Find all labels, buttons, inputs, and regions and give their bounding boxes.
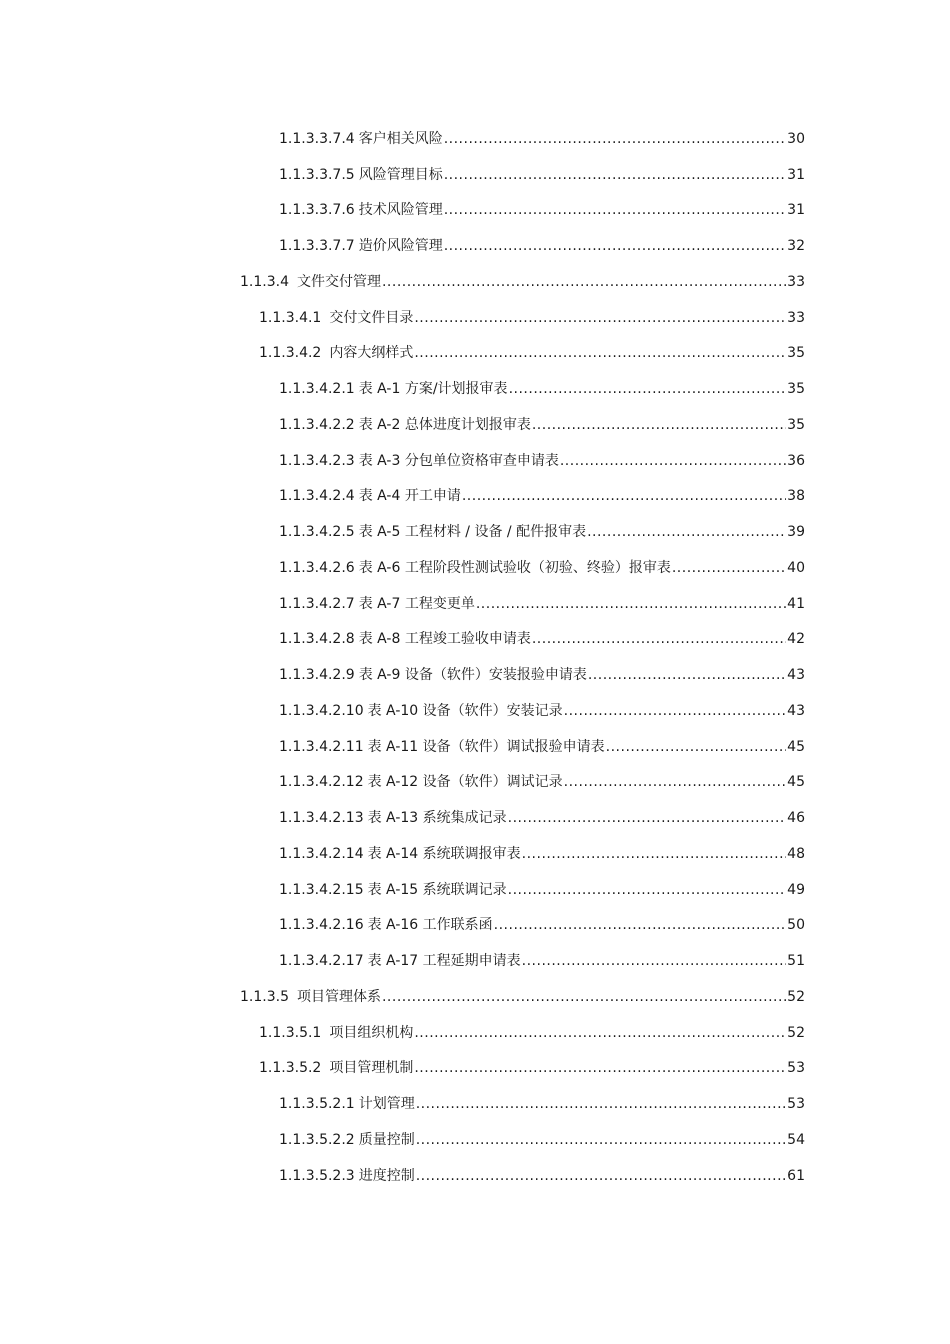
toc-entry-number: 1.1.3.5.2.1 (279, 1096, 355, 1113)
toc-entry-number: 1.1.3.4.2.8 (279, 631, 355, 648)
toc-entry-title: 表 A-3 分包单位资格审查申请表 (358, 452, 559, 469)
toc-entry-number: 1.1.3.4.2.17 (279, 953, 364, 970)
toc-page-number: 45 (787, 774, 805, 791)
toc-dot-leader (564, 702, 787, 720)
toc-page-number: 32 (787, 238, 805, 255)
toc-entry-title: 文件交付管理 (296, 273, 381, 290)
toc-dot-leader (414, 1024, 786, 1042)
toc-entry-number: 1.1.3.5.2.3 (279, 1167, 355, 1184)
toc-page-number: 52 (787, 988, 805, 1005)
toc-dot-leader (508, 809, 787, 827)
toc-dot-leader (444, 201, 786, 219)
toc-dot-leader (606, 738, 787, 756)
toc-entry-number: 1.1.3.4.2.7 (279, 595, 355, 612)
toc-page-number: 46 (787, 810, 805, 827)
toc-entry-title: 技术风险管理 (358, 202, 443, 219)
toc-entry-number: 1.1.3.4.2 (259, 345, 322, 362)
toc-entry-title: 表 A-7 工程变更单 (358, 595, 475, 612)
toc-entry-number: 1.1.3.4.2.5 (279, 524, 355, 541)
toc-dot-leader (522, 952, 787, 970)
toc-entry[interactable] (0, 1122, 950, 1158)
toc-entry[interactable] (0, 800, 950, 836)
toc-entry-number: 1.1.3.3.7.5 (279, 166, 355, 183)
toc-entry-title: 表 A-11 设备（软件）调试报验申请表 (367, 738, 605, 755)
toc-entry[interactable] (0, 1015, 950, 1051)
toc-entry-number: 1.1.3.4.2.15 (279, 881, 364, 898)
toc-entry-number: 1.1.3.4.2.16 (279, 917, 364, 934)
toc-entry-number: 1.1.3.4.2.13 (279, 810, 364, 827)
toc-dot-leader (416, 1167, 786, 1185)
toc-dot-leader (444, 130, 786, 148)
toc-entry-title: 表 A-14 系统联调报审表 (367, 845, 521, 862)
toc-entry-number: 1.1.3.3.7.7 (279, 238, 355, 255)
toc-entry-number: 1.1.3.4.2.12 (279, 774, 364, 791)
toc-entry-title: 表 A-12 设备（软件）调试记录 (367, 774, 563, 791)
toc-entry-title: 表 A-2 总体进度计划报审表 (358, 416, 531, 433)
toc-page-number: 39 (787, 524, 805, 541)
toc-entry-title: 表 A-5 工程材料 / 设备 / 配件报审表 (358, 524, 587, 541)
toc-page-number: 43 (787, 702, 805, 719)
toc-entry-number: 1.1.3.5.2.2 (279, 1131, 355, 1148)
toc-page-number: 61 (787, 1167, 805, 1184)
toc-page-number: 41 (787, 595, 805, 612)
toc-entry-title: 表 A-13 系统集成记录 (367, 810, 507, 827)
toc-page-number: 31 (787, 202, 805, 219)
toc-page-number: 31 (787, 166, 805, 183)
toc-page-number: 35 (787, 416, 805, 433)
toc-dot-leader (414, 344, 786, 362)
toc-entry-title: 风险管理目标 (358, 166, 443, 183)
toc-entry-number: 1.1.3.3.7.4 (279, 130, 355, 147)
toc-entry[interactable] (0, 943, 950, 979)
toc-page-number: 36 (787, 452, 805, 469)
toc-entry-title: 表 A-1 方案/计划报审表 (358, 381, 508, 398)
toc-page-number: 54 (787, 1131, 805, 1148)
toc-entry[interactable] (0, 228, 950, 264)
toc-dot-leader (672, 559, 786, 577)
toc-entry[interactable] (0, 622, 950, 658)
toc-entry-title: 内容大纲样式 (329, 345, 414, 362)
toc-page-number: 45 (787, 738, 805, 755)
toc-dot-leader (532, 416, 786, 434)
toc-page-number: 43 (787, 667, 805, 684)
toc-entry-title: 表 A-15 系统联调记录 (367, 881, 507, 898)
toc-entry-title: 表 A-9 设备（软件）安装报验申请表 (358, 667, 587, 684)
toc-dot-leader (522, 845, 787, 863)
toc-dot-leader (416, 1131, 786, 1149)
toc-dot-leader (508, 881, 787, 899)
toc-dot-leader (416, 1095, 786, 1113)
toc-entry-number: 1.1.3.4.2.4 (279, 488, 355, 505)
toc-page-number: 35 (787, 345, 805, 362)
toc-page-number: 30 (787, 130, 805, 147)
toc-entry[interactable] (0, 121, 950, 157)
toc-entry[interactable] (0, 1158, 950, 1194)
toc-entry-number: 1.1.3.4.2.6 (279, 559, 355, 576)
toc-entry[interactable] (0, 479, 950, 515)
toc-entry-number: 1.1.3.4.2.3 (279, 452, 355, 469)
toc-dot-leader (462, 487, 786, 505)
toc-entry-number: 1.1.3.4.1 (259, 309, 322, 326)
toc-entry-number: 1.1.3.5.2 (259, 1060, 322, 1077)
toc-entry-number: 1.1.3.4.2.1 (279, 381, 355, 398)
toc-entry[interactable] (0, 336, 950, 372)
toc-page-number: 53 (787, 1060, 805, 1077)
toc-page-number: 53 (787, 1096, 805, 1113)
toc-page-number: 50 (787, 917, 805, 934)
toc-entry-title: 进度控制 (358, 1167, 415, 1184)
toc-dot-leader (560, 452, 786, 470)
toc-dot-leader (509, 380, 787, 398)
toc-entry-number: 1.1.3.3.7.6 (279, 202, 355, 219)
toc-entry-title: 造价风险管理 (358, 238, 443, 255)
toc-dot-leader (587, 523, 786, 541)
toc-entry[interactable] (0, 586, 950, 622)
toc-entry[interactable] (0, 693, 950, 729)
toc-entry-title: 项目管理机制 (329, 1060, 414, 1077)
toc-dot-leader (476, 595, 786, 613)
toc-entry-title: 表 A-8 工程竣工验收申请表 (358, 631, 531, 648)
toc-entry-number: 1.1.3.5 (240, 988, 289, 1005)
toc-page-number: 52 (787, 1024, 805, 1041)
toc-dot-leader (444, 237, 786, 255)
toc-entry-number: 1.1.3.4.2.11 (279, 738, 364, 755)
toc-entry-title: 表 A-17 工程延期申请表 (367, 953, 521, 970)
toc-entry[interactable] (0, 550, 950, 586)
toc-page-number: 35 (787, 381, 805, 398)
toc-page-number: 33 (787, 273, 805, 290)
toc-entry-number: 1.1.3.5.1 (259, 1024, 322, 1041)
toc-entry[interactable] (0, 908, 950, 944)
toc-page-number: 40 (787, 559, 805, 576)
toc-dot-leader (588, 666, 786, 684)
toc-entry-title: 质量控制 (358, 1131, 415, 1148)
toc-entry-title: 计划管理 (358, 1096, 415, 1113)
toc-entry-title: 表 A-4 开工申请 (358, 488, 461, 505)
toc-entry[interactable] (0, 1086, 950, 1122)
toc-entry-title: 表 A-10 设备（软件）安装记录 (367, 702, 563, 719)
toc-dot-leader (414, 1059, 786, 1077)
toc-entry[interactable] (0, 872, 950, 908)
toc-dot-leader (382, 273, 786, 291)
toc-page-number: 49 (787, 881, 805, 898)
toc-entry-title: 项目管理体系 (296, 988, 381, 1005)
toc-entry[interactable] (0, 264, 950, 300)
toc-entry[interactable] (0, 193, 950, 229)
toc-dot-leader (532, 630, 786, 648)
toc-page-number: 33 (787, 309, 805, 326)
toc-page-number: 48 (787, 845, 805, 862)
toc-entry-number: 1.1.3.4.2.10 (279, 702, 364, 719)
toc-dot-leader (444, 166, 786, 184)
toc-entry[interactable] (0, 836, 950, 872)
toc-entry[interactable] (0, 729, 950, 765)
toc-entry-number: 1.1.3.4 (240, 273, 289, 290)
toc-entry[interactable] (0, 371, 950, 407)
toc-dot-leader (414, 309, 786, 327)
toc-dot-leader (494, 916, 787, 934)
toc-entry[interactable] (0, 443, 950, 479)
toc-dot-leader (564, 773, 787, 791)
toc-entry[interactable] (0, 1051, 950, 1087)
toc-entry-title: 项目组织机构 (329, 1024, 414, 1041)
toc-page-number: 51 (787, 953, 805, 970)
toc-entry-title: 交付文件目录 (329, 309, 414, 326)
toc-entry-title: 客户相关风险 (358, 130, 443, 147)
toc-entry-number: 1.1.3.4.2.14 (279, 845, 364, 862)
toc-entry[interactable] (0, 157, 950, 193)
toc-dot-leader (382, 988, 786, 1006)
toc-entry-number: 1.1.3.4.2.2 (279, 416, 355, 433)
toc-entry[interactable] (0, 979, 950, 1015)
toc-entry-number: 1.1.3.4.2.9 (279, 667, 355, 684)
toc-page-number: 38 (787, 488, 805, 505)
toc-entry[interactable] (0, 765, 950, 801)
toc-entry[interactable] (0, 300, 950, 336)
toc-page-number: 42 (787, 631, 805, 648)
toc-entry-title: 表 A-16 工作联系函 (367, 917, 493, 934)
toc-entry[interactable] (0, 657, 950, 693)
toc-entry-title: 表 A-6 工程阶段性测试验收（初验、终验）报审表 (358, 559, 671, 576)
table-of-contents (0, 121, 950, 1194)
toc-entry[interactable] (0, 407, 950, 443)
toc-entry[interactable] (0, 514, 950, 550)
